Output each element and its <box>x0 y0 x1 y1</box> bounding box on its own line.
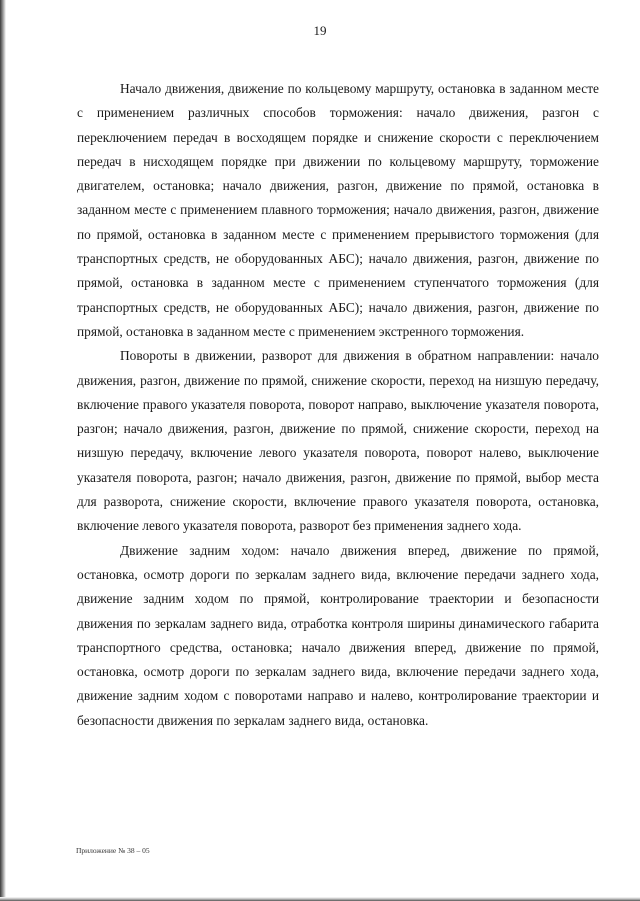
paragraph-turns: Повороты в движении, разворот для движения в обратном направлении: начало движения, разгон, движение по прямой, снижение скорости, переход на низшую передачу, включение правого указателя поворота, поворот направо, выключение указателя поворота, разгон; начало движения, разгон, движение по прямой, снижение скорости, переход на низшую передачу, включение левого указателя поворота, поворот налево, выключение указателя поворота, разгон; начало движения, разгон, движение по прямой, выбор места для разворота, снижение скорости, включение правого указателя поворота, остановка, включение левого указателя поворота, разворот без применения заднего хода. <box>77 348 599 534</box>
paragraph-braking: Начало движения, движение по кольцевому маршруту, остановка в заданном месте с применением различных способов торможения: начало движения, разгон с переключением передач в восходящем порядке и снижение скорости с переключением передач в нисходящем порядке при движении по кольцевому маршруту, торможение двигателем, остановка; начало движения, разгон, движение по прямой, остановка в заданном месте с применением плавного торможения; начало движения, разгон, движение по прямой, остановка в заданном месте с применением прерывистого торможения (для транспортных средств, не оборудованных АБС); начало движения, разгон, движение по прямой, остановка в заданном месте с применением ступенчатого торможения (для транспортных средств, не оборудованных АБС); начало движения, разгон, движение по прямой, остановка в заданном месте с применением экстренного торможения. <box>77 81 599 339</box>
footer-appendix-label: Приложение № 38 – 05 <box>76 846 150 855</box>
document-body <box>77 77 599 733</box>
paragraph-reverse: Движение задним ходом: начало движения вперед, движение по прямой, остановка, осмотр дороги по зеркалам заднего вида, включение передачи заднего хода, движение задним ходом по прямой, контролирование траектории и безопасности движения по зеркалам заднего вида, отработка контроля ширины динамического габарита транспортного средства, остановка; начало движения вперед, движение по прямой, остановка, осмотр дороги по зеркалам заднего вида, включение передачи заднего хода, движение задним ходом с поворотами направо и налево, контролирование траектории и безопасности движения по зеркалам заднего вида, остановка. <box>77 542 599 728</box>
scan-edge-left <box>0 0 6 901</box>
page-number: 19 <box>313 23 327 38</box>
scan-edge-bottom <box>0 897 640 901</box>
